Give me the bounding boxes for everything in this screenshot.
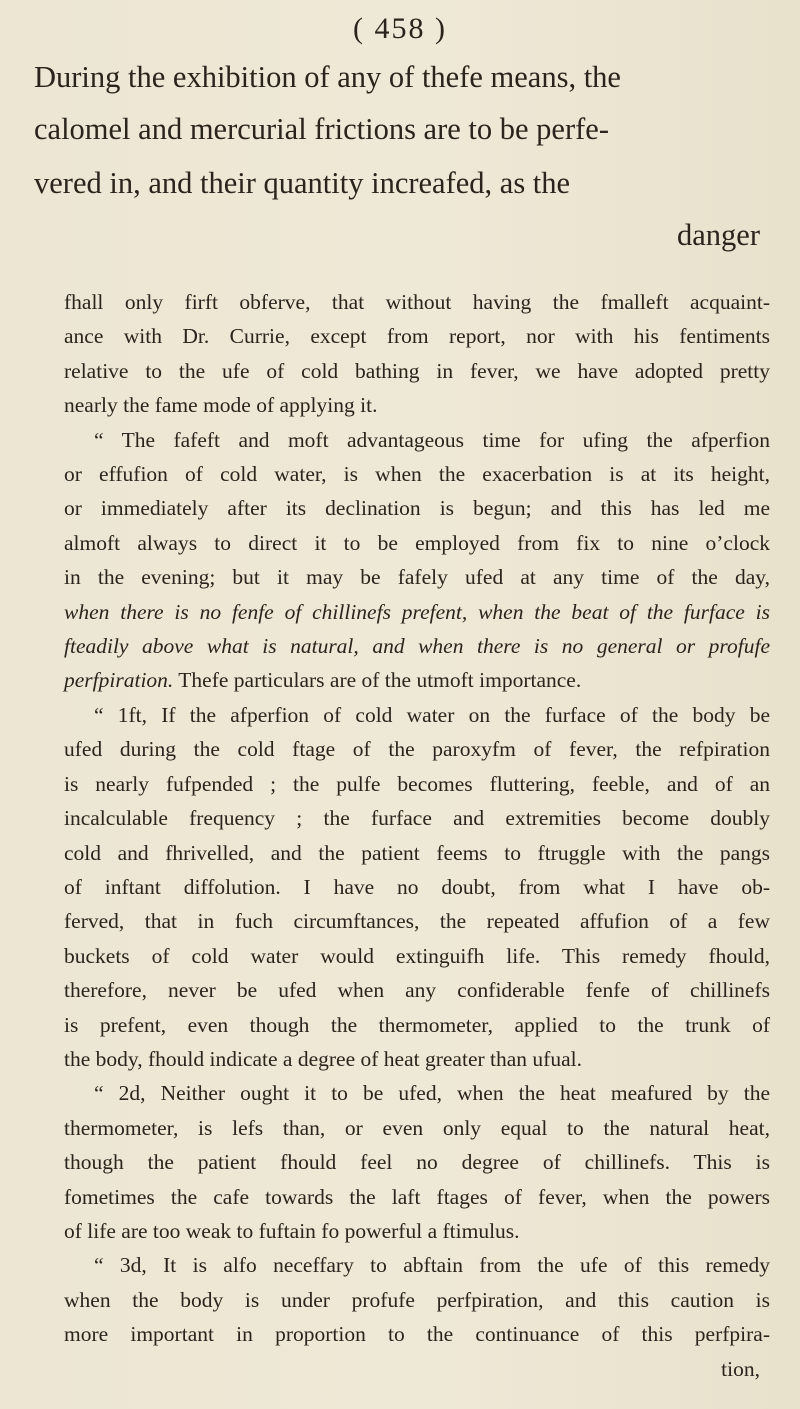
text-line: [64, 388, 770, 422]
text-line: [64, 319, 770, 353]
text-line: [64, 904, 770, 938]
text-line: [64, 457, 770, 491]
text-line: [64, 1352, 770, 1386]
text-line-content: ance with Dr. Currie, except from report, nor with his fentiments: [64, 324, 770, 349]
text-line-content: of life are too weak to fuftain fo powerful a ftimulus.: [64, 1218, 520, 1243]
text-line-content: the body, fhould indicate a degree of heat greater than ufual.: [64, 1046, 582, 1071]
text-line-content: cold and fhrivelled, and the patient feems to ftruggle with the pangs: [64, 840, 770, 865]
text-line-content: buckets of cold water would extinguifh life. This remedy fhould,: [64, 943, 770, 968]
text-line: [64, 1008, 770, 1042]
text-line-content: in the evening; but it may be fafely ufed at any time of the day,: [64, 565, 770, 590]
text-line-content: or effufion of cold water, is when the exacerbation is at its height,: [64, 462, 770, 487]
text-line: [64, 663, 770, 697]
text-line: [64, 1042, 770, 1076]
text-line: [64, 1317, 770, 1351]
text-line-content: “ 3d, It is alfo neceffary to abftain from the ufe of this remedy: [94, 1253, 770, 1278]
text-line-content: or immediately after its declination is begun; and this has led me: [64, 496, 770, 521]
text-line: [64, 629, 770, 663]
text-line: [64, 560, 770, 594]
text-line: [64, 354, 770, 388]
text-line-content: “ 2d, Neither ought it to be ufed, when the heat meafured by the: [94, 1081, 770, 1106]
text-line-content: ferved, that in fuch circumftances, the repeated affufion of a few: [64, 909, 770, 934]
text-line: [64, 973, 770, 1007]
text-line: [64, 836, 770, 870]
text-line-content: thermometer, is lefs than, or even only equal to the natural heat,: [64, 1115, 770, 1140]
large-text-line-2: calomel and mercurial frictions are to be perfe-: [34, 112, 609, 146]
large-text-line-3: vered in, and their quantity increafed, as the: [34, 166, 571, 200]
text-line: [64, 939, 770, 973]
text-line: [64, 491, 770, 525]
text-line: [64, 1248, 770, 1282]
text-line-content: relative to the ufe of cold bathing in fever, we have adopted pretty: [64, 358, 770, 383]
text-line: [64, 1214, 770, 1248]
text-line-content: incalculable frequency ; the furface and extremities become doubly: [64, 806, 770, 831]
text-line-content: tion,: [721, 1356, 760, 1381]
text-line: [64, 1076, 770, 1110]
page-number: ( 458 ): [353, 12, 447, 45]
text-line-content: of inftant diffolution. I have no doubt, from what I have ob-: [64, 874, 770, 899]
text-line: [64, 1180, 770, 1214]
text-line: [64, 698, 770, 732]
text-line-content: though the patient fhould feel no degree of chillinefs. This is: [64, 1150, 770, 1175]
text-line-content: is nearly fufpended ; the pulfe becomes fluttering, feeble, and of an: [64, 771, 770, 796]
text-line: [64, 767, 770, 801]
text-line: [64, 423, 770, 457]
text-line-content: fteadily above what is natural, and when there is no general or profufe: [64, 634, 770, 659]
text-line-content: when there is no fenfe of chillinefs prefent, when the beat of the furface is: [64, 599, 770, 624]
text-line: [64, 1145, 770, 1179]
text-line: [64, 526, 770, 560]
text-line: [64, 285, 770, 319]
text-line-content: “ The fafeft and moft advantageous time for ufing the afperfion: [94, 427, 770, 452]
text-line: [64, 1283, 770, 1317]
text-line: [64, 595, 770, 629]
text-line-content: perfpiration.: [64, 668, 174, 693]
text-line-content: fhall only firft obferve, that without having the fmalleft acquaint-: [64, 290, 770, 314]
text-line: [64, 1111, 770, 1145]
text-line: [64, 870, 770, 904]
catchword-danger: danger: [677, 218, 760, 252]
text-line-content: nearly the fame mode of applying it.: [64, 393, 378, 418]
text-line-content: almoft always to direct it to be employed from fix to nine o’clock: [64, 530, 770, 555]
text-line: [64, 732, 770, 766]
large-text-line-1: During the exhibition of any of thefe means, the: [34, 60, 621, 94]
text-line-content: therefore, never be ufed when any confiderable fenfe of chillinefs: [64, 978, 770, 1003]
text-line-content: is prefent, even though the thermometer, applied to the trunk of: [64, 1012, 770, 1037]
text-line-tail: Thefe particulars are of the utmoft importance.: [173, 668, 582, 693]
text-line-content: fometimes the cafe towards the laft ftages of fever, when the powers: [64, 1184, 770, 1209]
text-line: [64, 801, 770, 835]
text-line-content: when the body is under profufe perfpiration, and this caution is: [64, 1287, 770, 1312]
body-text: [64, 285, 770, 1386]
text-line-content: more important in proportion to the continuance of this perfpira-: [64, 1322, 770, 1347]
text-line-content: “ 1ft, If the afperfion of cold water on the furface of the body be: [94, 702, 770, 727]
text-line-content: ufed during the cold ftage of the paroxyfm of fever, the refpiration: [64, 737, 770, 762]
